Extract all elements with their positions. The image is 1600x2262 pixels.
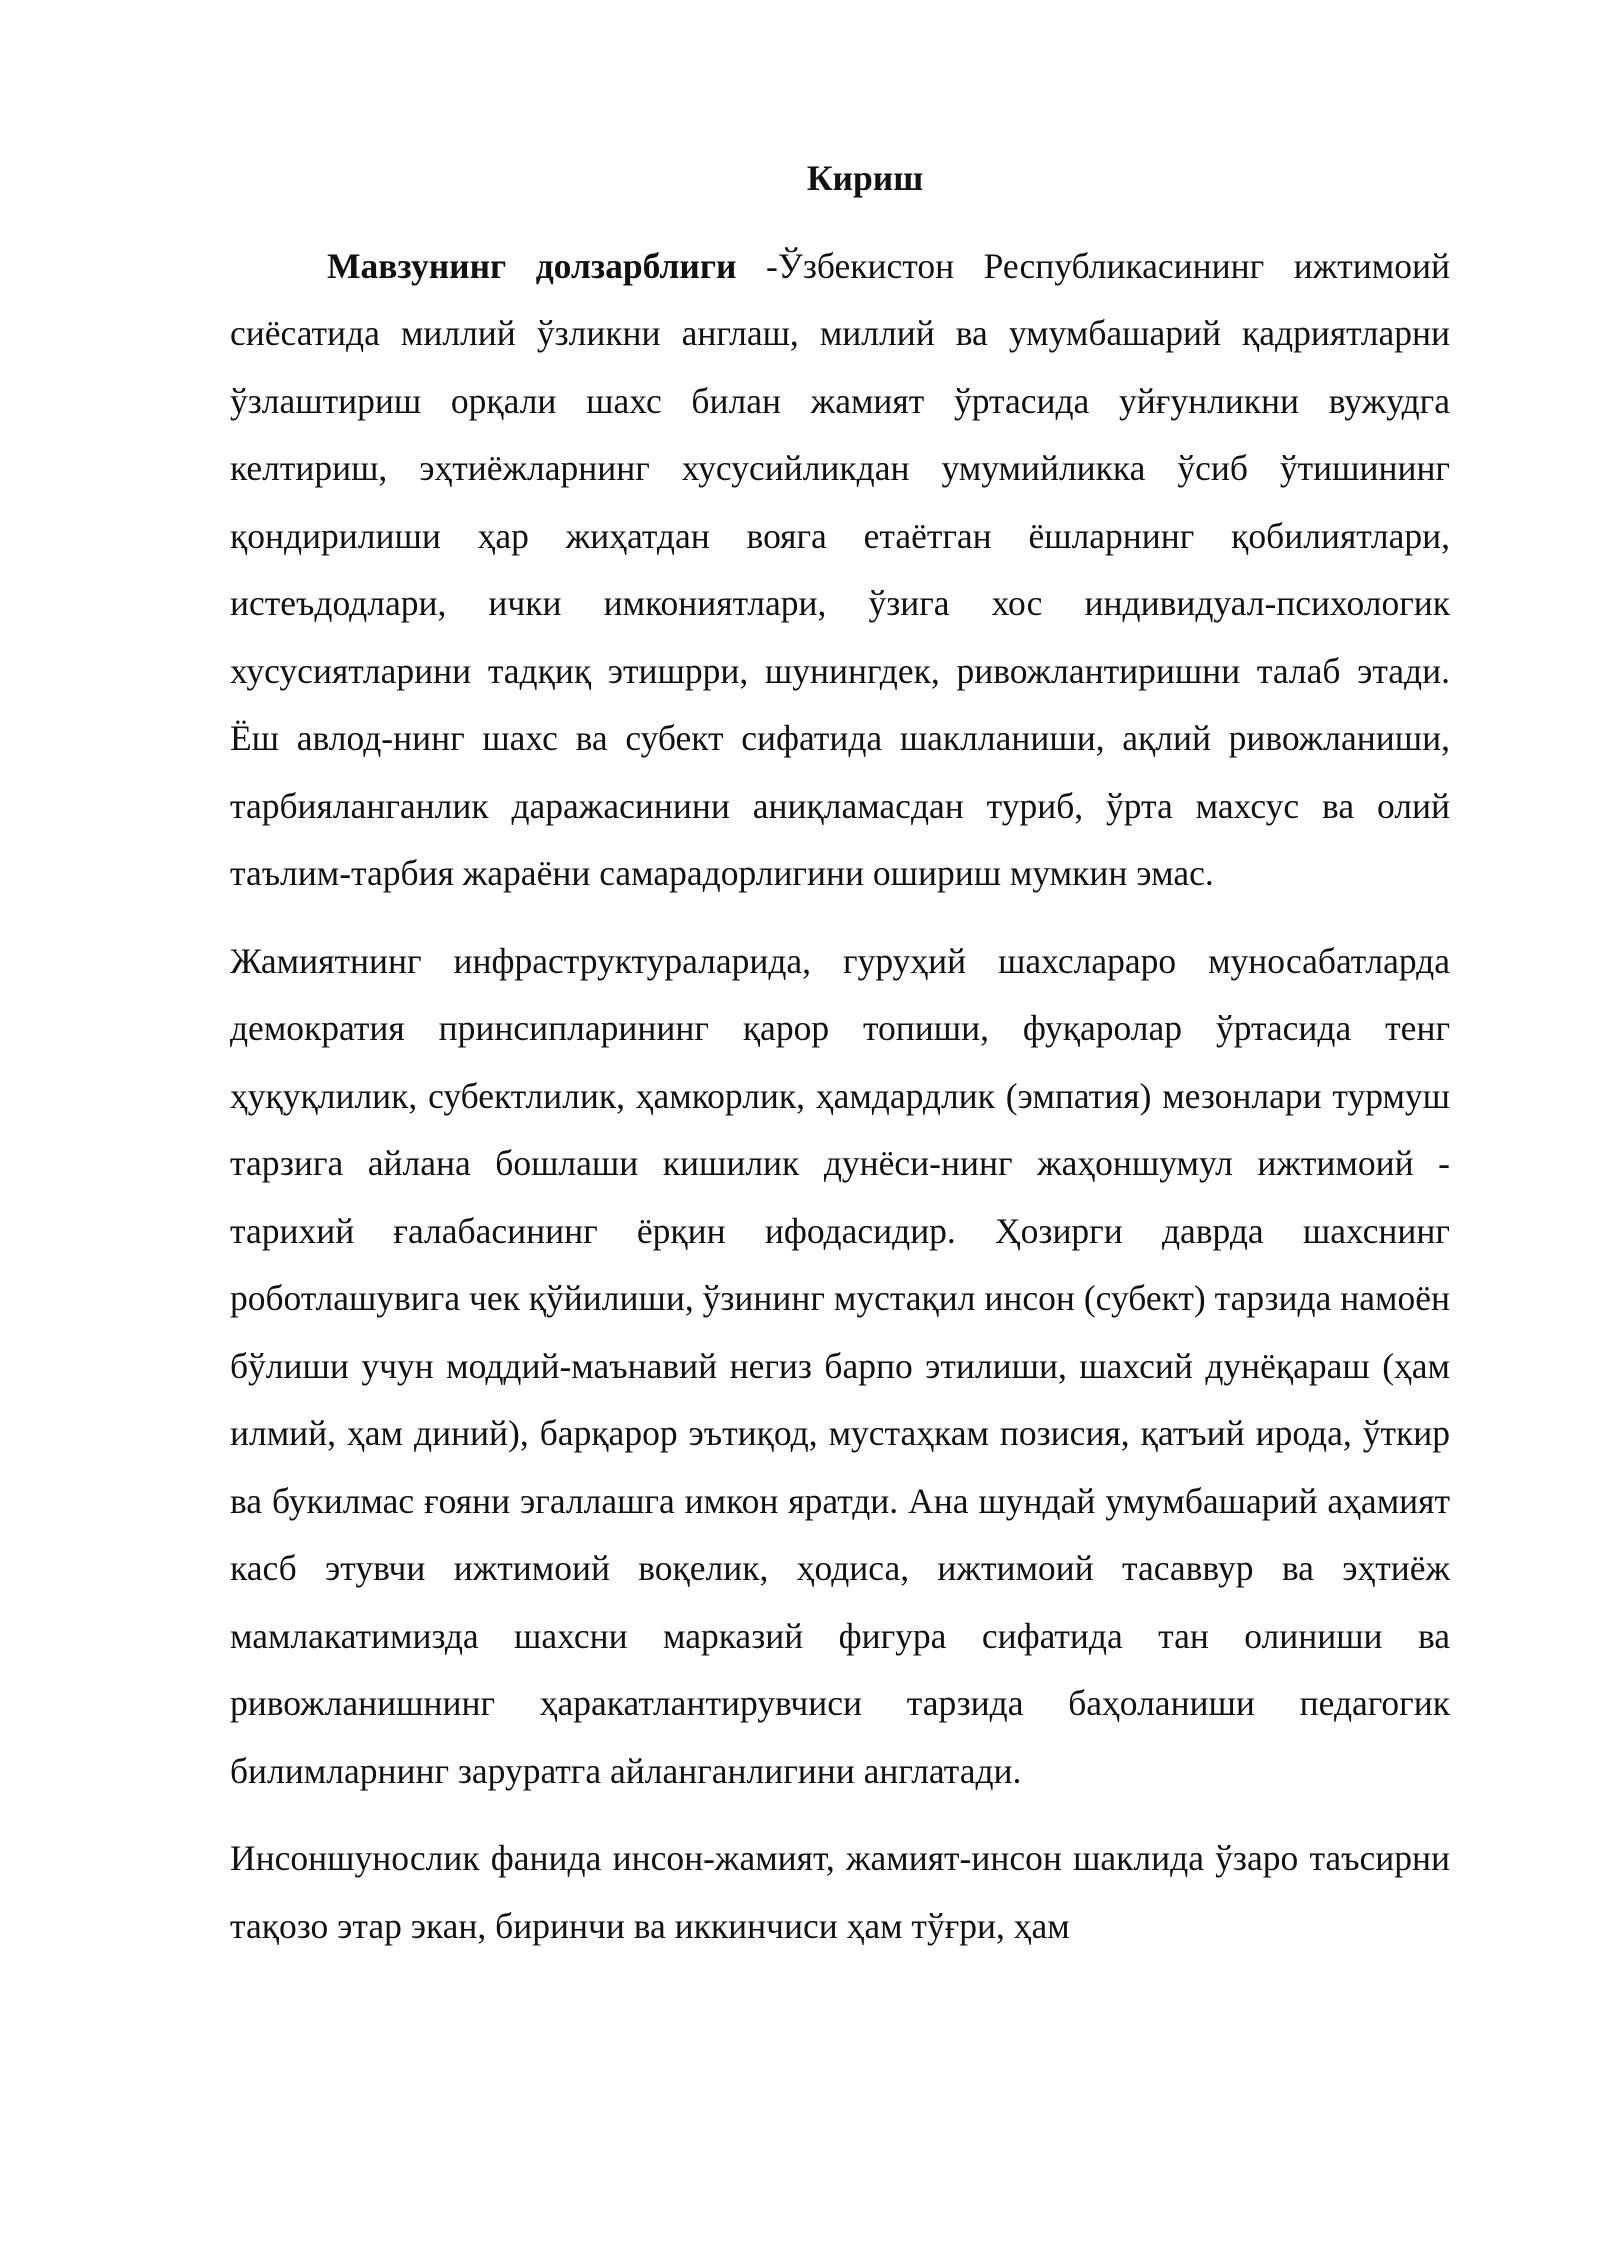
document-body: [230, 145, 1450, 1960]
paragraph-relevance-text: -Ўзбекистон Республикасининг ижтимоий сиёсатида миллий ўзликни англаш, миллий ва умумбашарий қадриятларни ўзлаштириш орқали шахс билан жамият ўртасида уйғунликни вужудга келтириш, эҳтиёжларнинг хусусийликдан умумийликка ўсиб ўтишининг қондирилиши ҳар жиҳатдан вояга етаётган ёшларнинг қобилиятлари, истеъдодлари, ички имкониятлари, ўзига хос индивидуал-психологик хусусиятларини тадқиқ этишрри, шунингдек, ривожлантиришни талаб этади. Ёш авлод-нинг шахс ва субект сифатида шаклланиши, ақлий ривожланиши, тарбияланганлик даражасинини аниқламасдан туриб, ўрта махсус ва олий таълим-тарбия жараёни самарадорлигини ошириш мумкин эмас.: [230, 245, 1450, 893]
page-title: Кириш: [806, 158, 924, 198]
paragraph-lead-heading: Мавзунинг долзарблиги: [327, 245, 737, 286]
paragraph-relevance: [230, 233, 1450, 908]
paragraph-human-studies: Инсоншунослик фанида инсон-жамият, жамият-инсон шаклида ўзаро таъсирни тақозо этар экан, биринчи ва иккинчиси ҳам тўғри, ҳам: [230, 1838, 1450, 1946]
paragraph-society: Жамиятнинг инфраструктураларида, гуруҳий шахслараро муносабатларда демократия принсипларининг қарор топиши, фуқаролар ўртасида тенг ҳуқуқлилик, субектлилик, ҳамкорлик, ҳамдардлик (эмпатия) мезонлари турмуш тарзига айлана бошлаши кишилик дунёси-нинг жаҳоншумул ижтимоий - тарихий ғалабасининг ёрқин ифодасидир. Ҳозирги даврда шахснинг роботлашувига чек қўйилиши, ўзининг мустақил инсон (субект) тарзида намоён бўлиши учун моддий-маънавий негиз барпо этилиши, шахсий дунёқараш (ҳам илмий, ҳам диний), барқарор эътиқод, мустаҳкам позисия, қатъий ирода, ўткир ва букилмас ғояни эгаллашга имкон яратди. Ана шундай умумбашарий аҳамият касб этувчи ижтимоий воқелик, ҳодиса, ижтимоий тасаввур ва эҳтиёж мамлакатимизда шахсни марказий фигура сифатида тан олиниши ва ривожланишнинг ҳаракатлантирувчиси тарзида баҳоланиши педагогик билимларнинг заруратга айланганлигини англатади.: [230, 940, 1450, 1791]
